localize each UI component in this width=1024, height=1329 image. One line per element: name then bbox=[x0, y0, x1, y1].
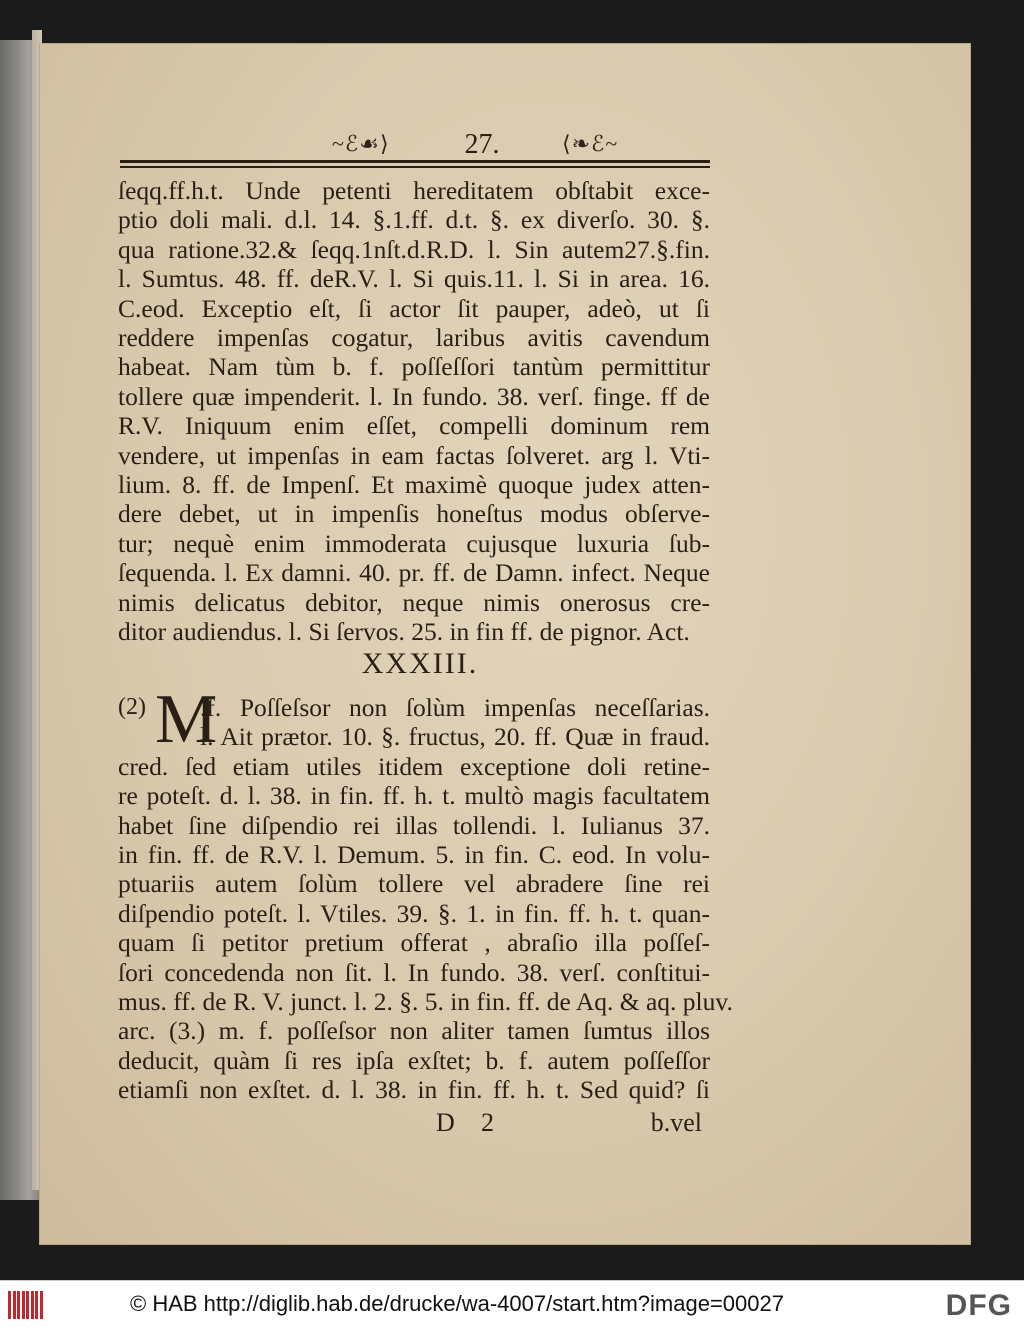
text-line: l. Sumtus. 48. ff. deR.V. l. Si quis.11. l. Si in area. 16. bbox=[118, 264, 710, 294]
drop-cap: M bbox=[155, 681, 218, 758]
text-line: quam ſi petitor pretium offerat , abraſio illa poſſeſ- bbox=[118, 928, 710, 958]
header-ornament-left: ~ℰ☙⟩ bbox=[332, 131, 390, 156]
text-line: ſequenda. l. Ex damni. 40. pr. ff. de Damn. infect. Neque bbox=[118, 558, 710, 588]
text-line: mus. ff. de R. V. junct. l. 2. §. 5. in fin. ff. de Aq. & aq. pluv. bbox=[118, 987, 733, 1017]
text-line: tollere quæ impenderit. l. In fundo. 38. verſ. finge. ff de bbox=[118, 381, 710, 411]
footer-bar bbox=[0, 1280, 1024, 1329]
text-line: vendere, ut impenſas in eam factas ſolveret. arg l. Vti- bbox=[118, 440, 710, 470]
text-line: reddere impenſas cogatur, laribus avitis cavendum bbox=[118, 323, 710, 353]
barcode-bar bbox=[17, 1291, 20, 1319]
text-line: deducit, quàm ſi res ipſa exſtet; b. f. autem poſſeſſor bbox=[118, 1045, 710, 1075]
text-line: cred. ſed etiam utiles itidem exceptione doli retine- bbox=[118, 751, 710, 781]
text-line: ſori concedenda non ſit. l. In fundo. 38. verſ. conſtitui- bbox=[118, 957, 710, 987]
header-rule-thin bbox=[120, 166, 710, 168]
barcode-bar bbox=[35, 1291, 38, 1319]
text-line: re poteſt. d. l. 38. in fin. ff. h. t. multò magis facultatem bbox=[118, 781, 710, 811]
header-rule bbox=[120, 160, 710, 163]
barcode-bar bbox=[40, 1291, 43, 1319]
text-line: ditor audiendus. l. Si ſervos. 25. in fin ff. de pignor. Act. bbox=[118, 617, 690, 647]
signature-number: 2 bbox=[481, 1108, 494, 1137]
text-line: habet ſine diſpendio rei illas tollendi. l. Iulianus 37. bbox=[118, 810, 710, 840]
text-line: ptio doli mali. d.l. 14. §.1.ff. d.t. §. ex diverſo. 30. §. bbox=[118, 205, 710, 235]
text-line: qua ratione.32.& ſeqq.1nſt.d.R.D. l. Sin autem27.§.fin. bbox=[118, 234, 710, 264]
barcode-bar bbox=[8, 1291, 11, 1319]
text-line: C.eod. Exceptio eſt, ſi actor ſit pauper, adeò, ut ſi bbox=[118, 293, 710, 323]
barcode-bar bbox=[31, 1291, 34, 1319]
signature-mark: D bbox=[436, 1108, 455, 1137]
text-line bbox=[118, 693, 710, 722]
paragraph-number: (2) bbox=[118, 694, 146, 720]
dfg-logo: DFG bbox=[945, 1289, 1012, 1322]
page-footer-line bbox=[118, 1108, 710, 1138]
text-line: ſeqq.ff.h.t. Unde petenti hereditatem obſtabit exce- bbox=[118, 176, 710, 205]
text-line: in fin. ff. de R.V. l. Demum. 5. in fin. C. eod. In volu- bbox=[118, 840, 710, 870]
page-number: 27. bbox=[464, 129, 500, 160]
header-ornament-right: ⟨❧ℰ~ bbox=[562, 131, 619, 156]
text-line: ptuariis autem ſolùm tollere vel abradere ſine rei bbox=[118, 869, 710, 899]
barcode-icon[interactable] bbox=[8, 1291, 44, 1319]
text-line: habeat. Nam tùm b. f. poſſeſſori tantùm permittitur bbox=[118, 352, 710, 382]
text-line: l. Ait prætor. 10. §. fructus, 20. ff. Quæ in fraud. bbox=[200, 722, 710, 752]
text-block-top bbox=[118, 176, 710, 647]
text-line: tur; nequè enim immoderata cujusque luxuria ſub- bbox=[118, 528, 710, 558]
text-line: etiamſi non exſtet. d. l. 38. in fin. ff. h. t. Sed quid? ſi bbox=[118, 1075, 710, 1105]
barcode-bar bbox=[13, 1291, 16, 1319]
text-line: diſpendio poteſt. l. Vtiles. 39. §. 1. in fin. ff. h. t. quan- bbox=[118, 898, 710, 928]
page-header bbox=[120, 85, 710, 160]
text-line: arc. (3.) m. f. poſſeſsor non aliter tamen ſumtus illos bbox=[118, 1016, 710, 1046]
text-block-bottom bbox=[118, 693, 733, 1105]
copyright-link[interactable]: © HAB http://diglib.hab.de/drucke/wa-4007/start.htm?image=00027 bbox=[130, 1291, 784, 1316]
barcode-bar bbox=[26, 1291, 29, 1319]
section-heading: XXXIII. bbox=[361, 647, 479, 680]
text-line-content: .f. Poſſeſsor non ſolùm impenſas neceſſarias. bbox=[200, 693, 710, 722]
text-line: lium. 8. ff. de Impenſ. Et maximè quoque judex atten- bbox=[118, 470, 710, 500]
text-line: nimis delicatus debitor, neque nimis onerosus cre- bbox=[118, 587, 710, 617]
catchword: b.vel bbox=[650, 1108, 702, 1137]
text-line: R.V. Iniquum enim eſſet, compelli dominum rem bbox=[118, 411, 710, 441]
barcode-bar bbox=[22, 1291, 25, 1319]
text-line: dere debet, ut in impenſis honeſtus modus obſerve- bbox=[118, 499, 710, 529]
